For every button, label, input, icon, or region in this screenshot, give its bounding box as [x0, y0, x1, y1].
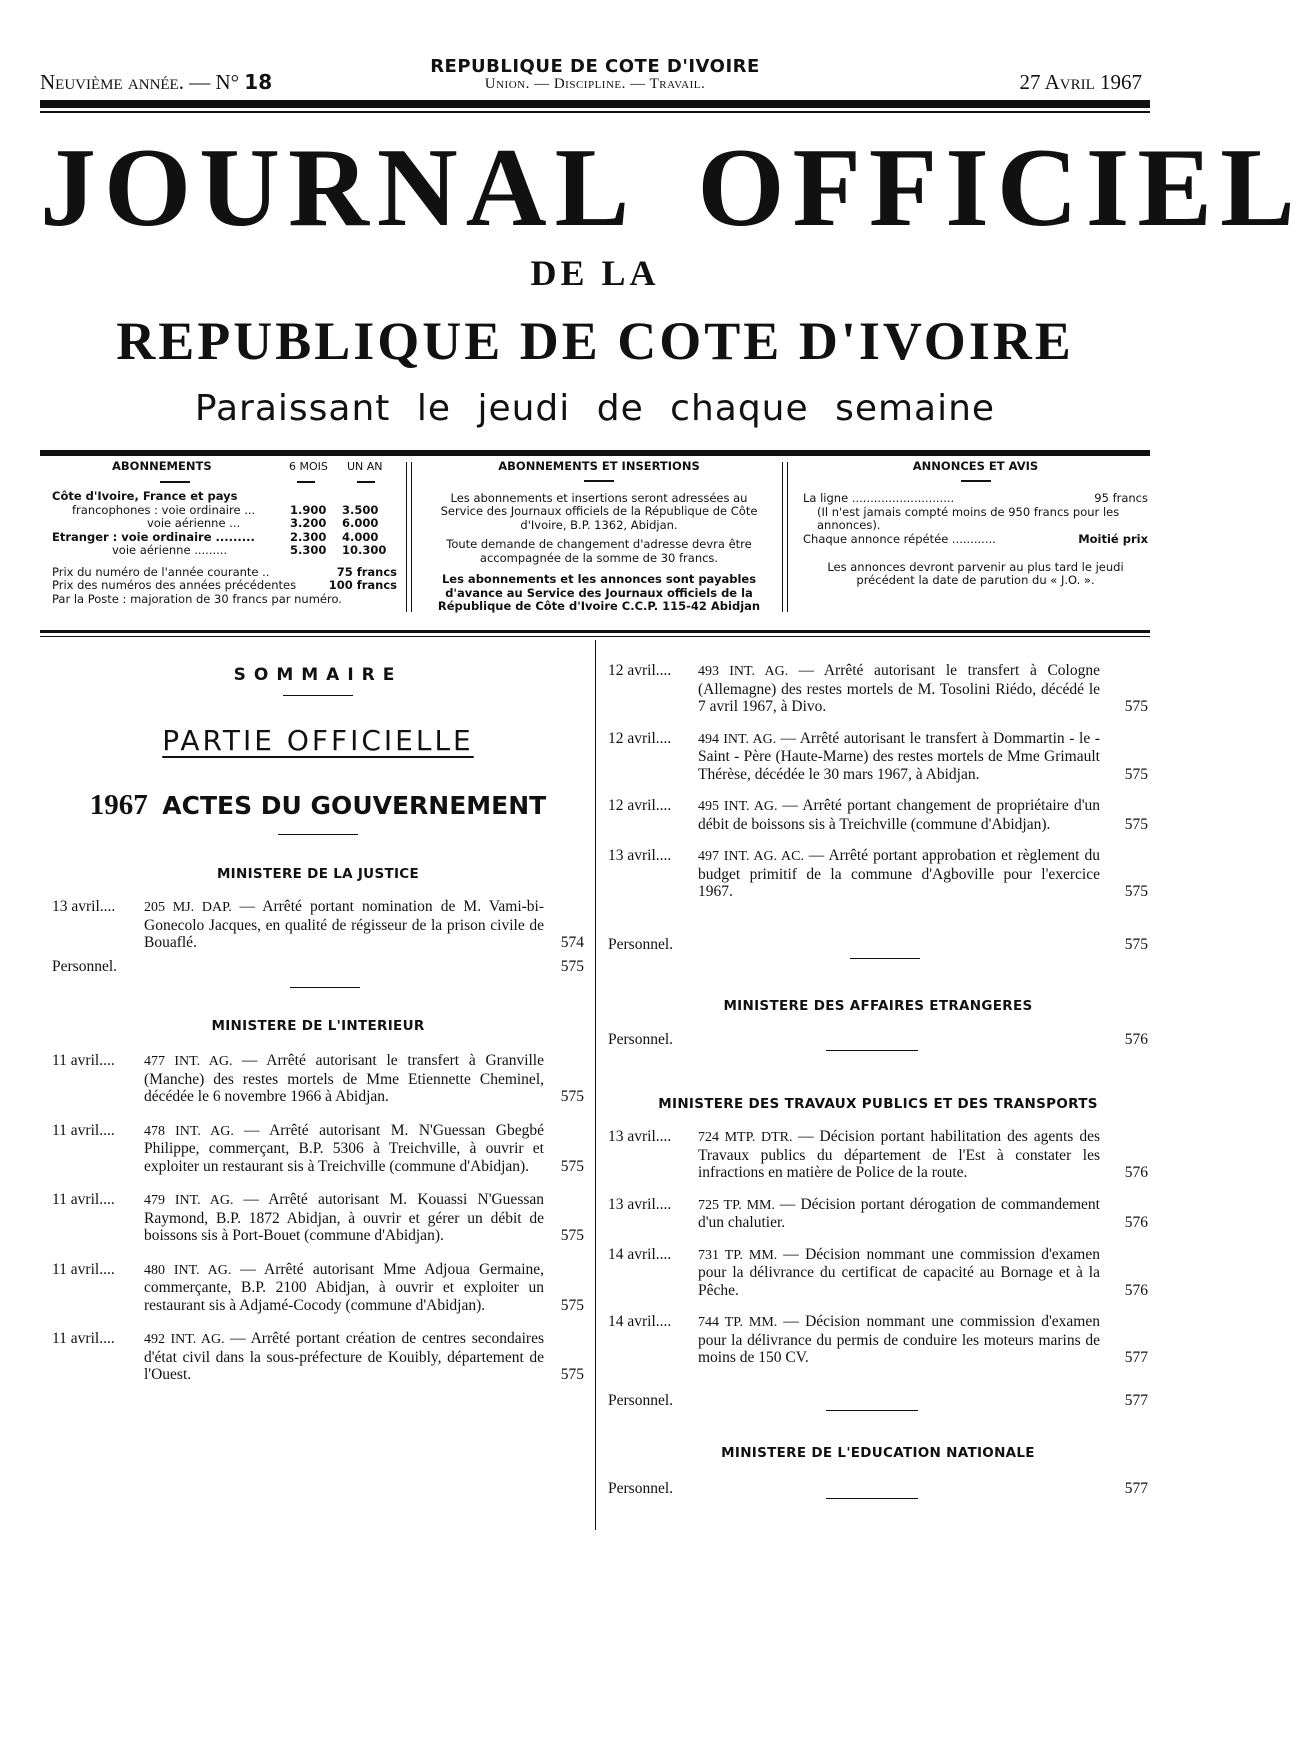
subscriptions-box: [52, 460, 397, 620]
sommaire-entry: [52, 898, 584, 952]
info-bottom-rule-2: [40, 636, 1150, 637]
left-column: [52, 665, 584, 835]
subscription-row: [52, 531, 397, 545]
divider: [850, 958, 920, 959]
sommaire-entry: [52, 1052, 584, 1106]
insertions-heading: ABONNEMENTS ET INSERTIONS: [498, 459, 700, 473]
entry-page: 576: [1124, 1164, 1148, 1181]
entry-text: 477 INT. AG. — Arrêté autorisant le transfert à Granville (Manche) des restes mortels de Mme Etiennette Cheminel, décédée le 6 novembre 1966 à Abidjan.: [144, 1052, 544, 1105]
masthead-frequency: Paraissant le jeudi de chaque semaine: [194, 388, 996, 429]
price-rows: [52, 566, 397, 607]
sommaire-entry: [52, 1330, 584, 1384]
header-republic: REPUBLIQUE DE COTE D'IVOIRE: [430, 56, 760, 77]
entry-reference: 478 INT. AG.: [144, 1123, 244, 1139]
entry-text: 744 TP. MM. — Décision nommant une commission d'examen pour la délivrance du permis de conduire les moteurs marins de moins de 150 CV.: [698, 1313, 1100, 1366]
edition-label: Neuvième année. — N° 18: [40, 70, 273, 94]
entry-date: 12 avril....: [608, 797, 672, 814]
sommaire-entry: [608, 662, 1148, 716]
sommaire-entry: [52, 1191, 584, 1245]
entry-text: 731 TP. MM. — Décision nommant une commission d'examen pour la délivrance du certificat de capacité au Bornage et à la Pêche.: [698, 1245, 1100, 1299]
price-value: 75 francs: [336, 564, 397, 579]
header-republic-block: [40, 56, 1150, 93]
justice-personnel: Personnel. 575: [52, 958, 584, 975]
subscription-row: [52, 504, 397, 518]
interieur-continued-entries: [608, 662, 1148, 915]
entry-reference: 494 INT. AG.: [698, 731, 781, 747]
entry-reference: 492 INT. AG.: [144, 1332, 231, 1347]
subscription-1an: 4.000: [342, 529, 379, 544]
divider: [826, 1498, 918, 1499]
ministry-education-heading: MINISTERE DE L'EDUCATION NATIONALE: [721, 1445, 1035, 1461]
subscription-6mois: 5.300: [290, 543, 327, 557]
issue-date: 27 Avril 1967: [1019, 70, 1142, 94]
entry-reference: 480 INT. AG.: [144, 1262, 241, 1278]
annonces-heading: ANNONCES ET AVIS: [912, 459, 1039, 473]
education-personnel: Personnel. 577: [608, 1480, 1148, 1497]
line-price-label: La ligne ............................: [803, 490, 955, 505]
price-value: 100 francs: [328, 578, 397, 592]
entry-page: 575: [560, 1296, 584, 1314]
divider: [826, 1050, 918, 1051]
entry-page: 574: [560, 934, 584, 951]
subscription-rows: [52, 490, 397, 558]
column-separator: [595, 640, 596, 1530]
subscription-6mois: 3.200: [290, 516, 327, 530]
subscription-row: [52, 490, 397, 504]
masthead-republic: REPUBLIQUE DE COTE D'IVOIRE: [116, 311, 1074, 371]
entry-reference: 495 INT. AG.: [698, 799, 783, 814]
entry-text: 724 MTP. DTR. — Décision portant habilitation des agents des Travaux publics du département de l'Est à constater les infractions en matière de Police de la route.: [698, 1128, 1100, 1181]
issue-number: 18: [244, 70, 273, 94]
travaux-personnel: Personnel. 577: [608, 1392, 1148, 1409]
subscription-6mois: 1.900: [290, 502, 327, 517]
entry-date: 13 avril....: [608, 1195, 672, 1213]
sommaire-entry: [608, 1313, 1148, 1367]
col-6mois: 6 MOIS: [289, 460, 328, 473]
entry-date: 13 avril....: [608, 1128, 672, 1145]
entry-date: 13 avril....: [608, 847, 672, 864]
entry-page: 575: [1124, 765, 1148, 783]
header-motto: Union. — Discipline. — Travail.: [484, 76, 706, 92]
entry-reference: 744 TP. MM.: [698, 1315, 784, 1330]
entry-reference: 205 MJ. DAP.: [144, 900, 240, 915]
etrangeres-personnel: Personnel. 576: [608, 1031, 1148, 1048]
entry-text: 494 INT. AG. — Arrêté autorisant le transfert à Dommartin - le - Saint - Père (Haute-Marne) des restes mortels de Mme Grimault Thérèse, décédée le 30 mars 1967, à Abidjan.: [698, 729, 1100, 783]
entry-text: 497 INT. AG. AC. — Arrêté portant approbation et règlement du budget primitif de la commune d'Agboville pour l'exercice 1967.: [698, 847, 1100, 900]
ministry-interieur-heading: MINISTERE DE L'INTERIEUR: [211, 1018, 425, 1034]
annonces-note: (Il n'est jamais compté moins de 950 francs pour les annonces).: [817, 504, 1120, 532]
sommaire-entry: [608, 730, 1148, 784]
entry-text: 480 INT. AG. — Arrêté autorisant Mme Adjoua Germaine, commerçante, B.P. 2100 Abidjan, à ouvrir et exploiter un restaurant sis à Adjamé-Cocody (commune d'Abidjan).: [144, 1260, 545, 1314]
masthead-de-la: DE LA: [530, 253, 660, 293]
sommaire-entry: [52, 1122, 584, 1176]
entry-text: 205 MJ. DAP. — Arrêté portant nomination de M. Vami-bi-Gonecolo Jacques, en qualité de régisseur de la prison civile de Bouaflé.: [144, 898, 545, 951]
travaux-entries: [608, 1128, 1148, 1381]
price-row: [52, 579, 397, 593]
entry-date: 12 avril....: [608, 729, 672, 747]
entry-text: 478 INT. AG. — Arrêté autorisant M. N'Guessan Gbegbé Philippe, commerçant, B.P. 5306 à Treichville, à ouvrir et exploiter un restaurant sis à Treichville (commune d'Abidjan).: [144, 1121, 545, 1175]
entry-reference: 731 TP. MM.: [698, 1247, 784, 1263]
info-separator: [782, 462, 788, 612]
entry-date: 14 avril....: [608, 1245, 672, 1263]
entry-date: 11 avril....: [52, 1052, 115, 1069]
entry-date: 13 avril....: [52, 898, 116, 915]
sommaire-entry: [608, 847, 1148, 901]
entry-text: 495 INT. AG. — Arrêté portant changement de propriétaire d'un débit de boissons sis à Treichville (commune d'Abidjan).: [698, 797, 1101, 833]
ministry-justice-heading: MINISTERE DE LA JUSTICE: [216, 866, 420, 882]
entry-date: 11 avril....: [52, 1191, 115, 1208]
subscription-1an: 6.000: [342, 516, 379, 530]
sommaire-entry: [608, 1128, 1148, 1182]
entry-reference: 497 INT. AG. AC.: [698, 849, 809, 864]
subscription-6mois: 2.300: [290, 529, 327, 544]
divider: [826, 1410, 918, 1411]
annonces-deadline: Les annonces devront parvenir au plus tard le jeudi précédent la date de parution du « J.O. ».: [827, 559, 1124, 587]
insertions-box: [428, 460, 770, 620]
info-separator: [406, 462, 412, 612]
entry-text: 725 TP. MM. — Décision portant dérogation de commandement d'un chalutier.: [698, 1195, 1100, 1231]
entry-page: 575: [1124, 815, 1148, 833]
entry-reference: 477 INT. AG.: [144, 1054, 242, 1069]
annonces-box: [803, 460, 1148, 620]
sommaire-heading: SOMMAIRE: [233, 665, 403, 685]
entry-reference: 479 INT. AG.: [144, 1193, 244, 1208]
entry-text: 479 INT. AG. — Arrêté autorisant M. Kouassi N'Guessan Raymond, B.P. 1872 Abidjan, à ouvrir et gérer un débit de boissons sis à Port-Bouet (commune d'Abidjan).: [144, 1191, 545, 1244]
ministry-etrangeres-heading: MINISTERE DES AFFAIRES ETRANGERES: [723, 998, 1033, 1014]
price-row: [52, 566, 397, 580]
header-bar: [40, 44, 1150, 94]
entry-date: 11 avril....: [52, 1121, 115, 1139]
top-rule-thin: [40, 111, 1150, 113]
subscription-label: Etranger : voie ordinaire .........: [52, 529, 255, 544]
subscriptions-heading: ABONNEMENTS: [112, 459, 212, 473]
sommaire-entry: [608, 1246, 1148, 1300]
entry-reference: 724 MTP. DTR.: [698, 1130, 799, 1145]
entry-reference: 493 INT. AG.: [698, 664, 799, 679]
subscription-row: [52, 544, 397, 558]
entry-page: 575: [560, 1088, 584, 1105]
sommaire-entry: [52, 1261, 584, 1315]
info-bottom-rule: [40, 630, 1150, 633]
info-top-rule: [40, 450, 1150, 456]
entry-page: 575: [560, 1227, 584, 1244]
entry-date: 12 avril....: [608, 662, 672, 679]
subscription-label: voie aérienne ...: [147, 516, 241, 530]
entry-text: 492 INT. AG. — Arrêté portant création de centres secondaires d'état civil dans la sous-préfecture de Kouibly, département de l'Ouest.: [144, 1330, 544, 1383]
entry-page: 575: [560, 1366, 584, 1383]
sommaire-entry: [608, 797, 1148, 833]
subscription-1an: 3.500: [342, 502, 379, 517]
interieur-personnel: Personnel. 575: [608, 936, 1148, 953]
entry-page: 575: [1124, 698, 1148, 715]
price-label: Prix du numéro de l'année courante ..: [52, 564, 270, 579]
entry-date: 11 avril....: [52, 1330, 115, 1347]
insertions-address: Les abonnements et insertions seront adressées au Service des Journaux officiels de la République de Côte d'Ivoire, B.P. 1362, Abidjan.: [440, 490, 758, 532]
journal-title: JOURNAL OFFICIEL: [40, 126, 1303, 250]
subscription-row: [52, 517, 397, 531]
entry-page: 575: [560, 1157, 584, 1175]
entry-page: 575: [1124, 883, 1148, 900]
entry-page: 576: [1124, 1214, 1148, 1231]
actes-heading: 1967 ACTES DU GOUVERNEMENT: [89, 789, 547, 821]
sommaire-entry: [608, 1196, 1148, 1232]
entry-date: 14 avril....: [608, 1313, 672, 1330]
price-label: Prix des numéros des années précédentes: [52, 578, 297, 592]
price-row: [52, 593, 397, 607]
partie-officielle: PARTIE OFFICIELLE: [162, 724, 474, 757]
interieur-entries: [52, 1052, 584, 1400]
subscription-1an: 10.300: [342, 543, 387, 557]
subscription-label: voie aérienne .........: [112, 543, 228, 557]
entry-reference: 725 TP. MM.: [698, 1197, 780, 1213]
top-rule: [40, 100, 1150, 108]
entry-text: 493 INT. AG. — Arrêté autorisant le transfert à Cologne (Allemagne) des restes mortels de M. Tosolini Riédo, décédé le 7 avril 1967, à Divo.: [698, 662, 1100, 715]
repeat-label: Chaque annonce répétée ............: [803, 531, 996, 546]
insertions-address-change: Toute demande de changement d'adresse devra être accompagnée de la somme de 30 francs.: [446, 537, 752, 565]
insertions-payment: Les abonnements et les annonces sont payables d'avance au Service des Journaux officiels de la République de Côte d'Ivoire C.C.P. 115-42 Abidjan: [437, 572, 761, 613]
col-1an: UN AN: [347, 460, 383, 473]
price-label: Par la Poste : majoration de 30 francs par numéro.: [52, 591, 342, 606]
ministry-travaux-heading: MINISTERE DES TRAVAUX PUBLICS ET DES TRANSPORTS: [658, 1096, 1098, 1112]
subscription-label: francophones : voie ordinaire ...: [72, 502, 256, 517]
line-price: 95 francs: [1094, 490, 1148, 505]
entry-date: 11 avril....: [52, 1260, 115, 1278]
subscription-label: Côte d'Ivoire, France et pays: [52, 489, 238, 503]
entry-page: 577: [1124, 1349, 1148, 1366]
divider: [290, 987, 360, 988]
entry-page: 576: [1124, 1281, 1148, 1299]
repeat-value: Moitié prix: [1078, 531, 1148, 546]
